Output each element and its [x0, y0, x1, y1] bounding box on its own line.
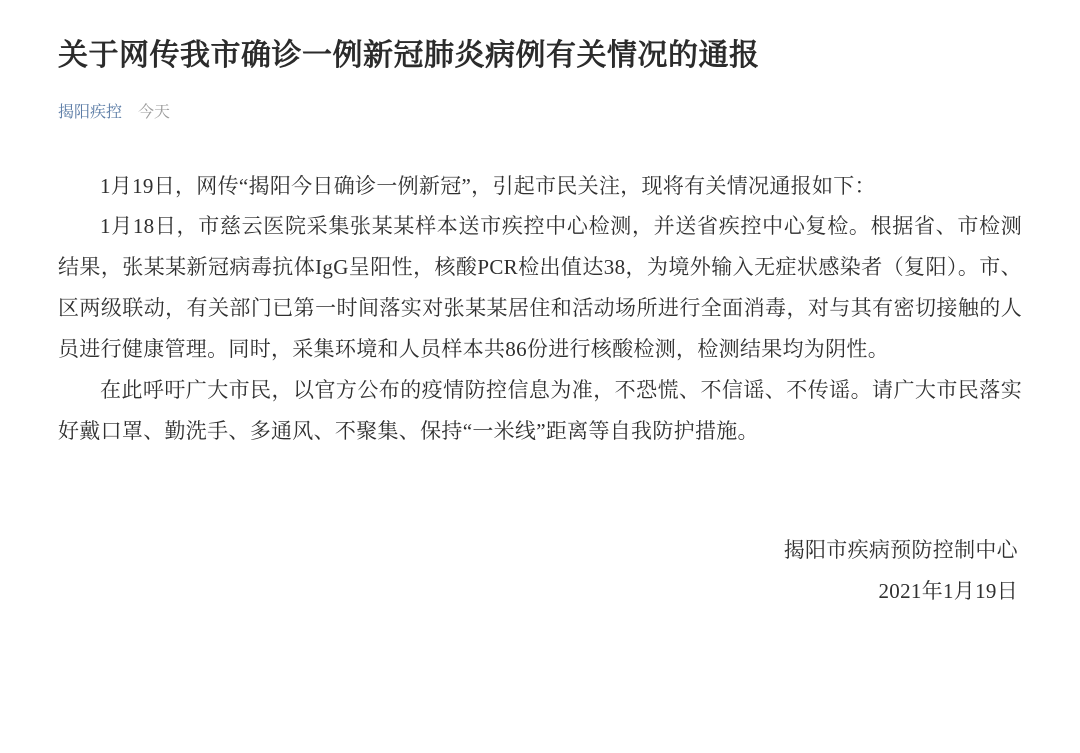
article-meta — [58, 99, 1022, 122]
publish-date: 今天 — [138, 103, 171, 121]
paragraph-3: 在此呼吁广大市民，以官方公布的疫情防控信息为准，不恐慌、不信谣、不传谣。请广大市民落实好戴口罩、勤洗手、多通风、不聚集、保持“一米线”距离等自我防护措施。 — [58, 378, 1022, 444]
signature-organization: 揭阳市疾病预防控制中心 — [783, 538, 1018, 563]
paragraph-1: 1月19日，网传“揭阳今日确诊一例新冠”，引起市民关注，现将有关情况通报如下： — [100, 173, 876, 198]
paragraph-2: 1月18日，市慈云医院采集张某某样本送市疾控中心检测，并送省疾控中心复检。根据省、市检测结果，张某某新冠病毒抗体IgG呈阳性，核酸PCR检出值达38，为境外输入无症状感染者（复阳）。市、区两级联动，有关部门已第一时间落实对张某某居住和活动场所进行全面消毒，对与其有密切接触的人员进行健康管理。同时，采集环境和人员样本共86份进行核酸检测，检测结果均为阴性。 — [58, 214, 1022, 362]
author-link[interactable]: 揭阳疾控 — [58, 103, 123, 121]
article-signature — [58, 530, 1022, 612]
page-title: 关于网传我市确诊一例新冠肺炎病例有关情况的通报 — [58, 39, 760, 72]
article-body — [58, 166, 1022, 453]
signature-date: 2021年1月19日 — [878, 579, 1018, 603]
